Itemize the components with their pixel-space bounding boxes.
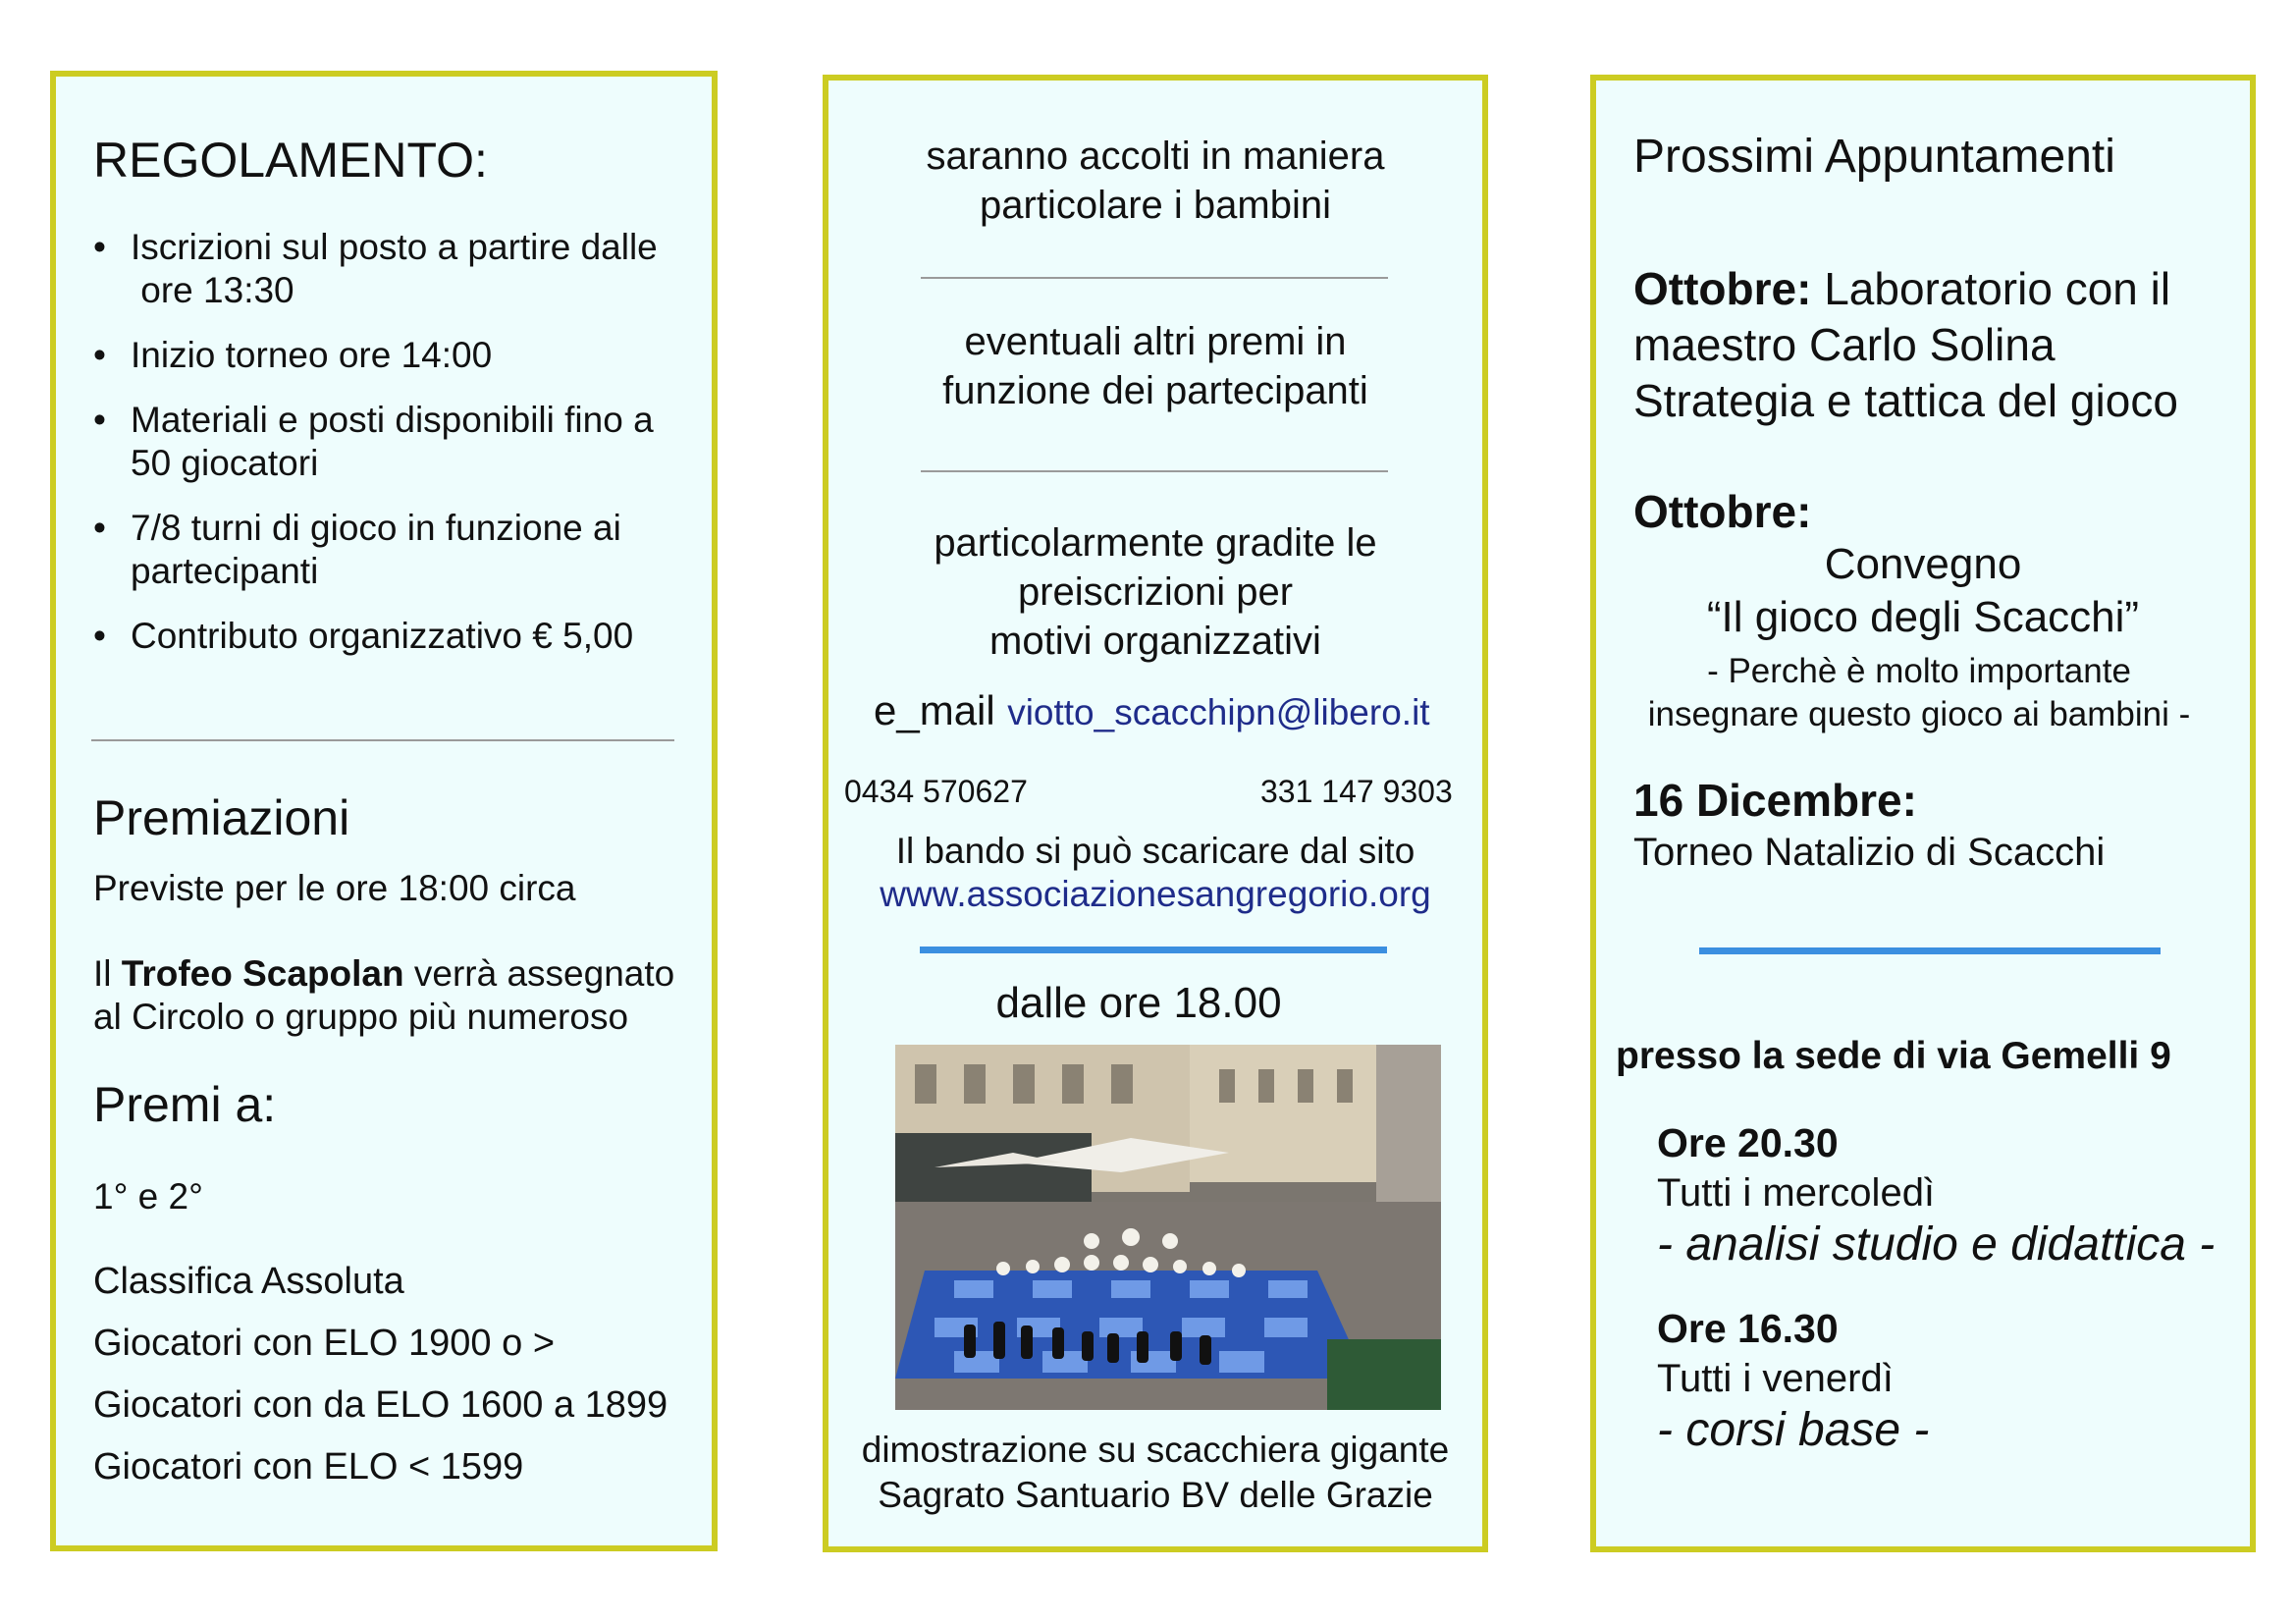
event-2-month: Ottobre: [1633, 486, 1812, 537]
email-label: e_mail [874, 687, 995, 733]
rules-heading: REGOLAMENTO: [93, 133, 488, 188]
appointments-title: Prossimi Appuntamenti [1633, 131, 2115, 183]
category-item: Giocatori con da ELO 1600 a 1899 [93, 1384, 668, 1426]
other-prizes: eventuali altri premi in funzione dei partecipanti [942, 320, 1368, 412]
trophy-line-2: al Circolo o gruppo più numeroso [93, 997, 629, 1037]
chess-square-photo [895, 1045, 1441, 1410]
category-item: Giocatori con ELO 1900 o > [93, 1323, 556, 1364]
rule-item: • Iscrizioni sul posto a partire dalle ore 13:30 [93, 226, 721, 312]
divider [921, 470, 1388, 472]
phone-1: 0434 570627 [844, 774, 1028, 809]
event-2-note: - Perchè è molto importante insegnare questo gioco ai bambini - [1647, 652, 2191, 733]
event-3-date: 16 Dicembre: [1633, 775, 1917, 826]
panel-rules [50, 71, 718, 1551]
event-3-desc: Torneo Natalizio di Scacchi [1633, 831, 2106, 874]
email-line [874, 687, 1430, 734]
divider [921, 277, 1388, 279]
accent-divider [1699, 947, 2161, 954]
rules-list [93, 226, 721, 679]
schedule-item: Ore 16.30 Tutti i venerdì - corsi base - [1657, 1306, 1930, 1456]
phone-2: 331 147 9303 [1260, 774, 1453, 809]
website-link[interactable]: www.associazionesangregorio.org [880, 874, 1431, 914]
prize-heading: Premiazioni [93, 790, 350, 845]
category-item: Classifica Assoluta [93, 1261, 404, 1302]
preregistration: particolarmente gradite le preiscrizioni per motivi organizzativi [934, 521, 1377, 663]
download-text: Il bando si può scaricare dal sito [895, 831, 1415, 871]
venue: presso la sede di via Gemelli 9 [1616, 1035, 2171, 1077]
rule-item: • Inizio torneo ore 14:00 [93, 334, 721, 377]
awards-places: 1° e 2° [93, 1176, 203, 1217]
awards-heading: Premi a: [93, 1077, 277, 1132]
children-note: saranno accolti in maniera particolare i bambini [926, 135, 1385, 227]
event-2-title: Convegno “Il gioco degli Scacchi” [1706, 540, 2140, 641]
trophy-line: Il Trofeo Scapolan verrà assegnato [93, 953, 675, 994]
event-1: Ottobre: Laboratorio con il maestro Carlo Solina Strategia e tattica del gioco [1633, 263, 2178, 426]
from-time: dalle ore 18.00 [995, 979, 1282, 1027]
divider [91, 739, 674, 741]
rule-item: • 7/8 turni di gioco in funzione ai partecipanti [93, 507, 721, 593]
rule-item: • Contributo organizzativo € 5,00 [93, 615, 721, 658]
panel-appointments [1590, 75, 2256, 1552]
category-item: Giocatori con ELO < 1599 [93, 1446, 524, 1488]
panel-info [823, 75, 1488, 1552]
accent-divider [920, 947, 1387, 953]
schedule-item: Ore 20.30 Tutti i mercoledì - analisi studio e didattica - [1657, 1120, 2216, 1271]
email-link[interactable]: viotto_scacchipn@libero.it [1007, 692, 1430, 732]
photo-caption: dimostrazione su scacchiera gigante Sagrato Santuario BV delle Grazie [861, 1430, 1450, 1515]
prize-time: Previste per le ore 18:00 circa [93, 868, 576, 908]
rule-item: • Materiali e posti disponibili fino a 50 giocatori [93, 399, 721, 485]
photo-illustration [895, 1045, 1441, 1410]
